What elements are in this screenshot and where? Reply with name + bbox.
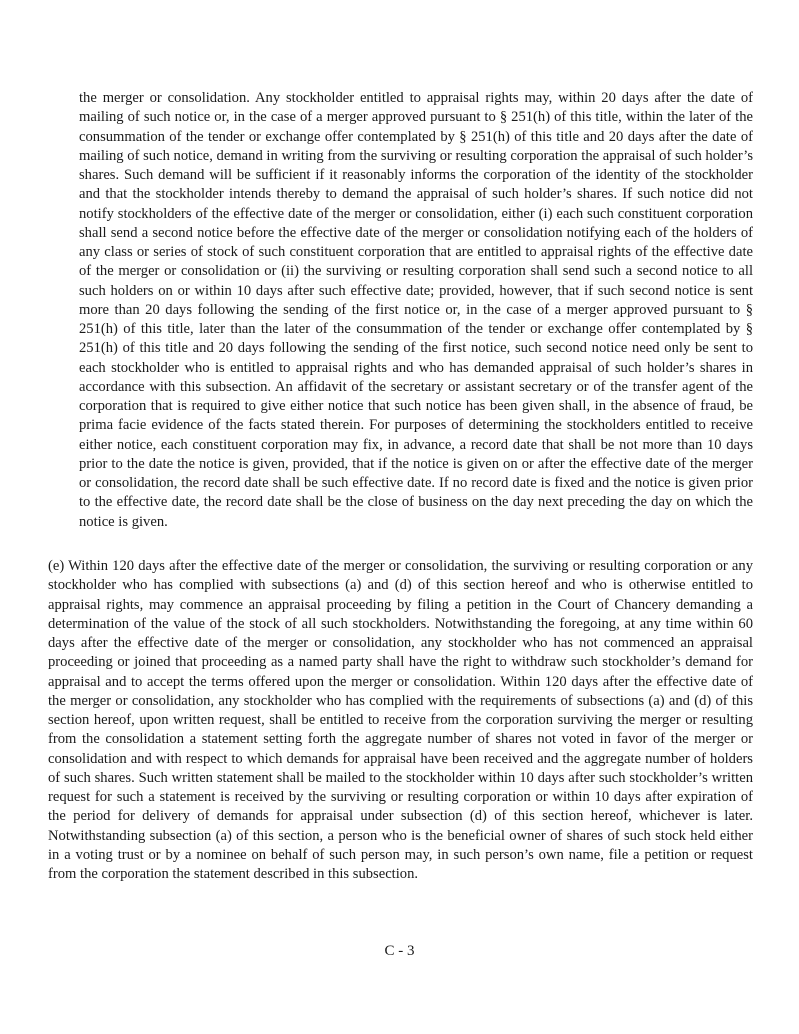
- paragraph-e: (e) Within 120 days after the effective date of the merger or consolidation, the surviving or resulting corporation or any stockholder who has complied with subsections (a) and (d) of this section hereof and who is otherwise entitled to appraisal rights, may commence an appraisal proceeding by filing a petition in the Court of Chancery demanding a determination of the value of the stock of all such stockholders. Notwithstanding the foregoing, at any time within 60 days after the effective date of the merger or consolidation, any stockholder who has not commenced an appraisal proceeding or joined that proceeding as a named party shall have the right to withdraw such stockholder’s demand for appraisal and to accept the terms offered upon the merger or consolidation. Within 120 days after the effective date of the merger or consolidation, any stockholder who has complied with the requirements of subsections (a) and (d) of this section hereof, upon written request, shall be entitled to receive from the corporation surviving the merger or resulting from the consolidation a statement setting forth the aggregate number of shares not voted in favor of the merger or consolidation and with respect to which demands for appraisal have been received and the aggregate number of holders of such shares. Such written statement shall be mailed to the stockholder within 10 days after such stockholder’s written request for such a statement is received by the surviving or resulting corporation or within 10 days after expiration of the period for delivery of demands for appraisal under subsection (d) of this section hereof, whichever is later. Notwithstanding subsection (a) of this section, a person who is the beneficial owner of shares of such stock held either in a voting trust or by a nominee on behalf of such person may, in such person’s own name, file a petition or request from the corporation the statement described in this subsection.: [48, 558, 753, 882]
- page-number: C - 3: [384, 943, 415, 959]
- paragraph-d-continued: the merger or consolidation. Any stockholder entitled to appraisal rights may, within 20 days after the date of mailing of such notice or, in the case of a merger approved pursuant to § 251(h) of this title, within the later of the consummation of the tender or exchange offer contemplated by § 251(h) of this title and 20 days after the date of mailing of such notice, demand in writing from the surviving or resulting corporation the appraisal of such holder’s shares. Such demand will be sufficient if it reasonably informs the corporation of the identity of the stockholder and that the stockholder intends thereby to demand the appraisal of such holder’s shares. If such notice did not notify stockholders of the effective date of the merger or consolidation, either (i) each such constituent corporation shall send a second notice before the effective date of the merger or consolidation notifying each of the holders of any class or series of stock of such constituent corporation that are entitled to appraisal rights of the effective date of the merger or consolidation or (ii) the surviving or resulting corporation shall send such a second notice to all such holders on or within 10 days after such effective date; provided, however, that if such second notice is sent more than 20 days following the sending of the first notice or, in the case of a merger approved pursuant to § 251(h) of this title, later than the later of the consummation of the tender or exchange offer contemplated by § 251(h) of this title and 20 days following the sending of the first notice, such second notice need only be sent to each stockholder who is entitled to appraisal rights and who has demanded appraisal of such holder’s shares in accordance with this subsection. An affidavit of the secretary or assistant secretary or of the transfer agent of the corporation that is required to give either notice that such notice has been given shall, in the absence of fraud, be prima facie evidence of the facts stated therein. For purposes of determining the stockholders entitled to receive either notice, each constituent corporation may fix, in advance, a record date that shall be not more than 10 days prior to the date the notice is given, provided, that if the notice is given on or after the effective date of the merger or consolidation, the record date shall be such effective date. If no record date is fixed and the notice is given prior to the effective date, the record date shall be the close of business on the day next preceding the day on which the notice is given.: [79, 90, 753, 530]
